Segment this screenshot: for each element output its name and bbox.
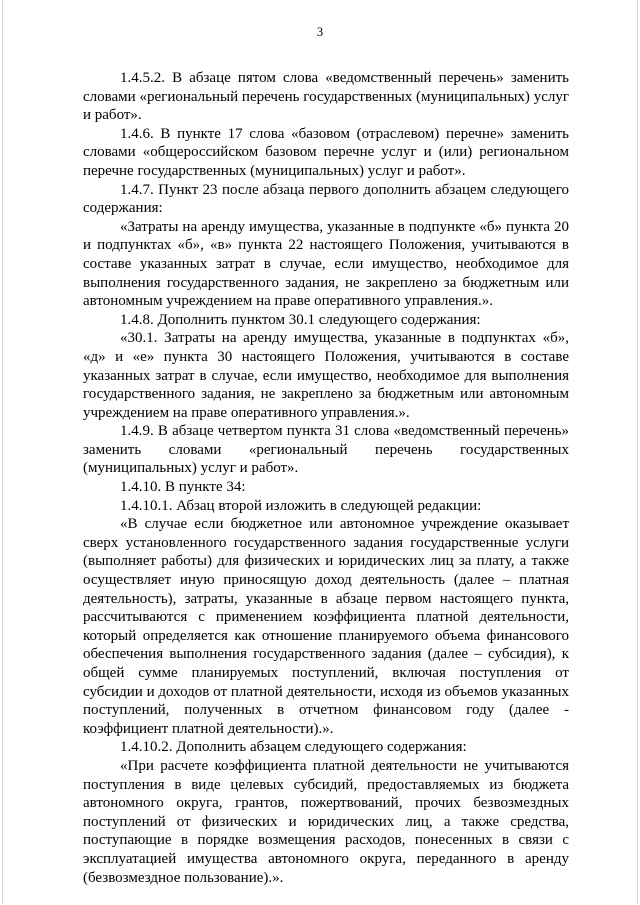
paragraph-1-4-10: 1.4.10. В пункте 34: — [120, 479, 246, 496]
quoted-paragraph-coefficient: «При расчете коэффициента платной деятельности не учитываются поступления в виде целевых субсидий, предоставляемых из бюджета автономного округа, грантов, пожертвований, прочих безвозмездных поступлений от физических и юридических лиц, а также средства, поступающие в порядке возмещения расходов, понесенных в связи с эксплуатацией имущества автономного округа, переданного в аренду (безвозмездное пользование).». — [83, 757, 569, 886]
paragraph-1-4-5-2: 1.4.5.2. В абзаце пятом слова «ведомственный перечень» заменить словами «региональный перечень государственных (муниципальных) услуг и работ». — [83, 70, 569, 124]
quoted-paragraph-paid-activity: «В случае если бюджетное или автономное учреждение оказывает сверх установленного государственного задания государственные услуги (выполняет работы) для физических и юридических лиц за плату, а также осуществляет иную приносящую доход деятельность (далее – платная деятельность), затраты, указанные в абзаце первом настоящего пункта, рассчитываются с применением коэффициента платной деятельности, который определяется как отношение планируемого объема финансового обеспечения выполнения государственного задания (далее – субсидия), к общей сумме планируемых поступлений, включая поступления от субсидии и доходов от платной деятельности, исходя из объемов указанных поступлений, полученных в отчетном финансовом году (далее - коэффициент платной деятельности).». — [83, 516, 569, 737]
paragraph-1-4-9: 1.4.9. В абзаце четвертом пункта 31 слова «ведомственный перечень» заменить словами «региональный перечень государственных (муниципальных) услуг и работ». — [83, 423, 569, 477]
document-body — [83, 69, 569, 887]
paragraph-1-4-10-1: 1.4.10.1. Абзац второй изложить в следующей редакции: — [120, 497, 482, 514]
paragraph-1-4-6: 1.4.6. В пункте 17 слова «базовом (отраслевом) перечне» заменить словами «общероссийском базовом перечне услуг и (или) региональном перечне государственных (муниципальных) услуг и работ». — [83, 125, 569, 179]
page-edge-right — [637, 0, 638, 905]
quoted-paragraph-rent-costs: «Затраты на аренду имущества, указанные в подпункте «б» пункта 20 и подпунктах «б», «в» пункта 22 настоящего Положения, учитываются в составе указанных затрат в случае, если имущество, необходимое для выполнения государственного задания, не закреплено за бюджетным или автономным учреждением на праве оперативного управления.». — [83, 218, 569, 310]
quoted-paragraph-30-1: «30.1. Затраты на аренду имущества, указанные в подпунктах «б», «д» и «е» пункта 30 настоящего Положения, учитываются в составе указанных затрат в случае, если имущество, необходимое для выполнения государственного задания, не закреплено за бюджетным или автономным учреждением на праве оперативного управления.». — [83, 330, 569, 421]
page-edge-left — [2, 0, 3, 905]
paragraph-1-4-10-2: 1.4.10.2. Дополнить абзацем следующего содержания: — [120, 739, 467, 756]
paragraph-1-4-8: 1.4.8. Дополнить пунктом 30.1 следующего содержания: — [120, 311, 481, 328]
paragraph-1-4-7: 1.4.7. Пункт 23 после абзаца первого дополнить абзацем следующего содержания: — [83, 181, 569, 217]
page-number: 3 — [316, 25, 324, 39]
